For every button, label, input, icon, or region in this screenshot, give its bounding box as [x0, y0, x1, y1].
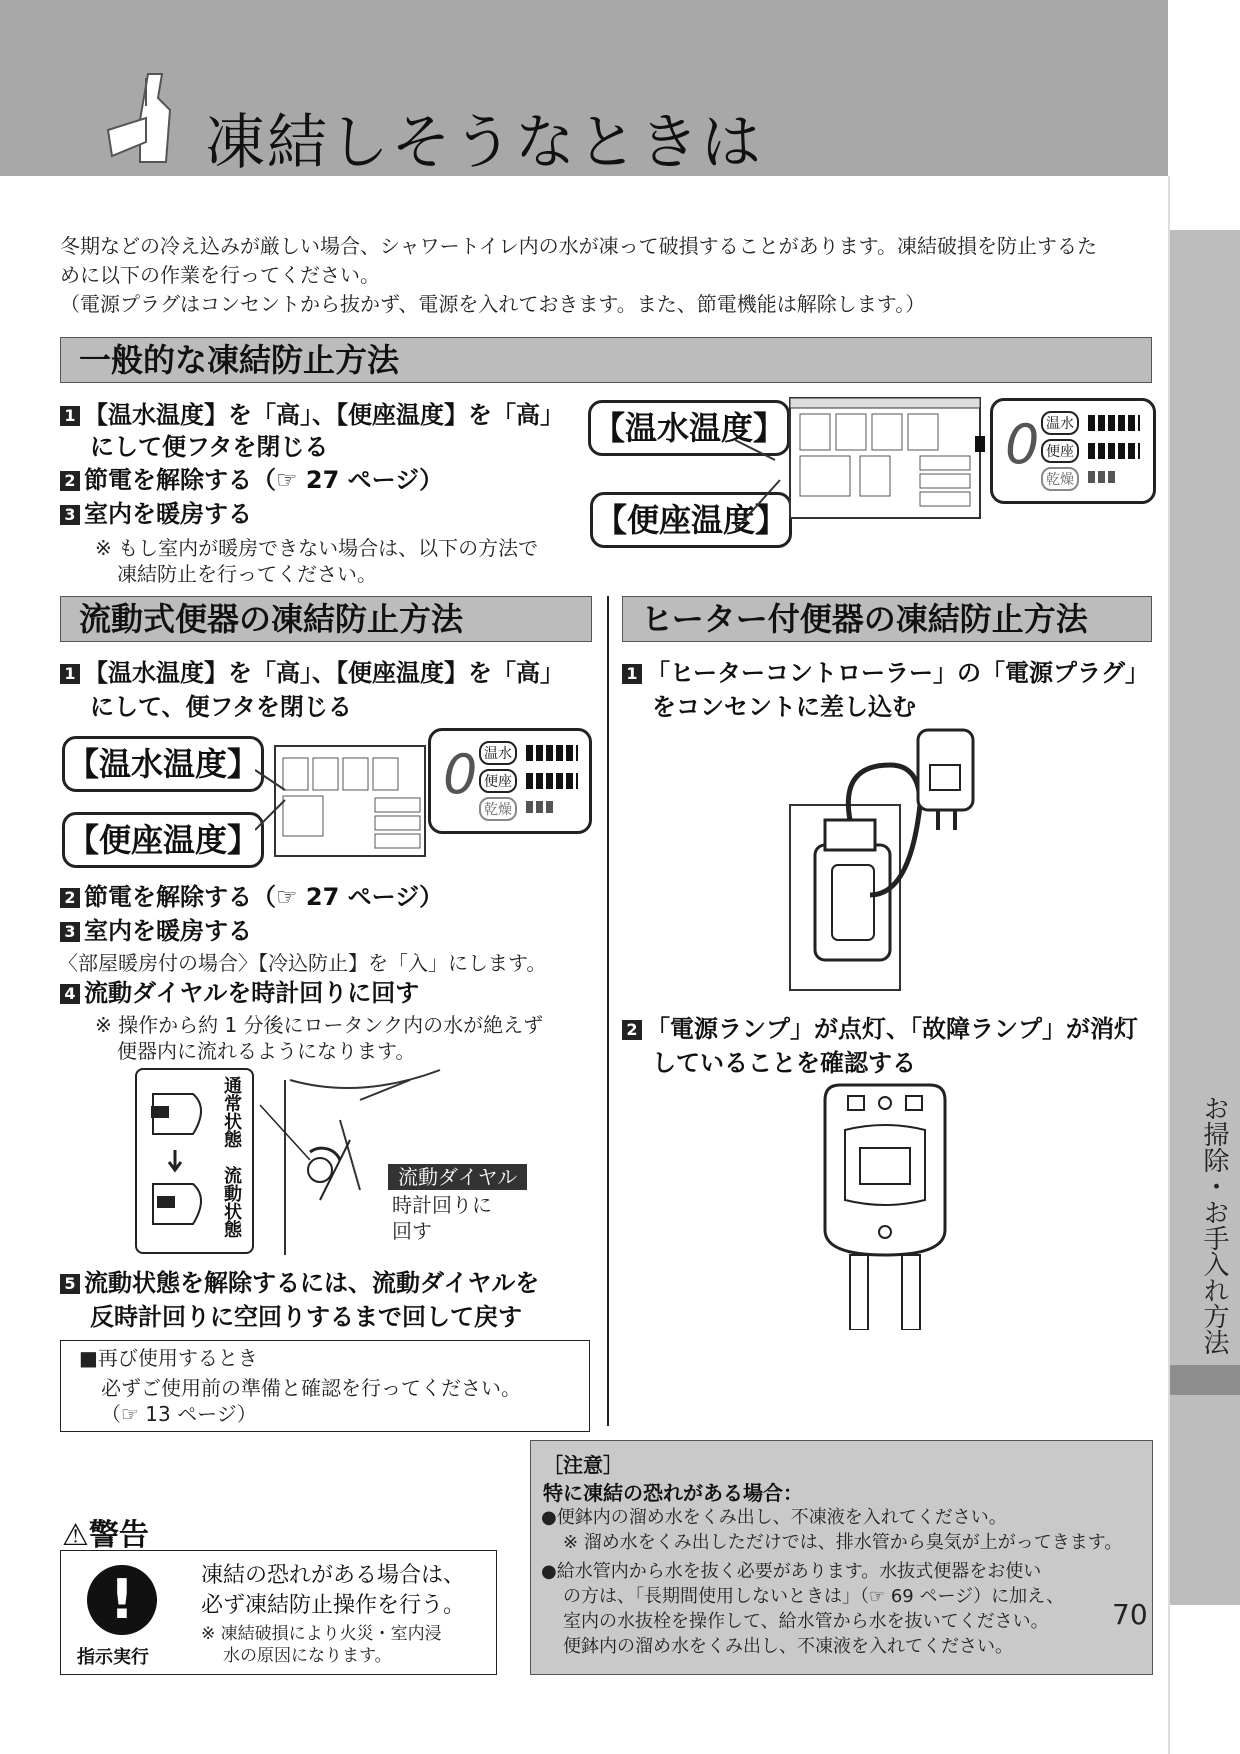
power-plug-illustration	[780, 725, 980, 995]
step-number: 2	[622, 1020, 642, 1040]
flow-step-4-note	[95, 1012, 543, 1064]
reuse-title: ■再び使用するとき	[79, 1346, 258, 1370]
flow-step-4	[60, 976, 419, 1010]
reuse-line: （☞ 13 ページ）	[101, 1402, 257, 1426]
flow-step-5	[60, 1266, 539, 1300]
flow-step-2	[60, 880, 443, 914]
remote-panel-illustration	[255, 740, 435, 870]
warning-note-line: 水の原因になります。	[223, 1646, 392, 1666]
label-water-temp: 【温水温度】	[588, 400, 790, 456]
warning-title-text: 警告	[88, 1518, 149, 1553]
level-bar-seat	[1088, 443, 1140, 459]
sidebar-tab-active	[1170, 1365, 1240, 1395]
warning-note	[201, 1623, 442, 1667]
heater-step-2-cont: していることを確認する	[652, 1049, 916, 1077]
heater-step-1-cont: をコンセントに差し込む	[652, 693, 916, 721]
heater-step-2	[622, 1012, 1138, 1046]
state-flow-label: 流動状態	[221, 1166, 242, 1238]
step-text: 「電源ランプ」が点灯、「故障ランプ」が消灯	[646, 1015, 1138, 1043]
display-digit: 0	[1005, 413, 1040, 476]
note-line: 便器内に流れるようになります。	[117, 1039, 416, 1063]
flow-step-1	[60, 656, 564, 690]
reuse-line: 必ずご使用前の準備と確認を行ってください。	[101, 1376, 521, 1400]
caution-box	[530, 1440, 1153, 1675]
intro-line: （電源プラグはコンセントから抜かず、電源を入れておきます。また、節電機能は解除します。）	[60, 292, 926, 316]
caution-bullet-line: 室内の水抜栓を操作して、給水管から水を抜いてください。	[563, 1611, 1049, 1632]
caution-bullets	[541, 1505, 1122, 1659]
label-water-temp: 【温水温度】	[62, 736, 264, 792]
caution-note: ※ 溜め水をくみ出しただけでは、排水管から臭気が上がってきます。	[563, 1532, 1123, 1553]
display-water-indicator: 温水	[1041, 411, 1079, 435]
intro-line: めに以下の作業を行ってください。	[60, 263, 380, 287]
caution-bullet-line: 便鉢内の溜め水をくみ出し、不凍液を入れてください。	[563, 1636, 1013, 1657]
flow-step-1-cont: にして、便フタを閉じる	[90, 693, 352, 721]
label-seat-temp: 【便座温度】	[590, 492, 792, 548]
display-dry-indicator: 乾燥	[1041, 467, 1079, 491]
reuse-box	[60, 1340, 590, 1432]
dial-description	[392, 1192, 492, 1244]
caution-bullet-line: の方は、「長期間使用しないときは」（☞ 69 ページ）に加え、	[563, 1586, 1065, 1607]
step-number: 1	[60, 664, 80, 684]
mandatory-action-label: 指示実行	[77, 1647, 149, 1668]
warning-note-line: ※ 凍結破損により火災・室内浸	[201, 1624, 442, 1644]
note-line: 回す	[392, 1219, 432, 1243]
level-bar-water	[526, 745, 578, 761]
warning-line: 必ず凍結防止操作を行う。	[201, 1593, 466, 1618]
level-bar-water	[1088, 415, 1140, 431]
caution-bullet: ●便鉢内の溜め水をくみ出し、不凍液を入れてください。	[541, 1507, 1007, 1528]
section-heater-title: ヒーター付便器の凍結防止方法	[622, 596, 1152, 642]
step-text: 「ヒーターコントローラー」の「電源プラグ」	[646, 659, 1150, 687]
sidebar-tab-lower	[1170, 1395, 1240, 1605]
intro-line: 冬期などの冷え込みが厳しい場合、シャワートイレ内の水が凍って破損することがあります。凍結破損を防止するた	[60, 234, 1097, 258]
remote-panel-illustration	[780, 390, 990, 530]
level-bar-dry	[526, 801, 554, 813]
level-bar-dry	[1088, 471, 1116, 483]
warning-title	[62, 1510, 149, 1554]
note-line: 凍結防止を行ってください。	[117, 562, 377, 586]
dial-label: 流動ダイヤル	[388, 1164, 527, 1190]
warning-line: 凍結の恐れがある場合は、	[201, 1563, 466, 1588]
note-line: ※ もし室内が暖房できない場合は、以下の方法で	[95, 536, 539, 560]
note-line: 時計回りに	[392, 1193, 492, 1217]
step-number: 3	[60, 922, 80, 942]
section-general-title: 一般的な凍結防止方法	[60, 337, 1152, 383]
general-step-2	[60, 463, 443, 497]
step-number: 1	[622, 664, 642, 684]
step-text: 【温水温度】を「高」、【便座温度】を「高」	[84, 401, 564, 429]
warning-triangle-icon: ⚠	[62, 1518, 89, 1553]
step-number: 2	[60, 888, 80, 908]
caution-bullet: ●給水管内から水を抜く必要があります。水抜式便器をお使い	[541, 1561, 1042, 1582]
flow-step-3-note: 〈部屋暖房付の場合〉【冷込防止】を「入」にします。	[58, 951, 547, 975]
column-divider	[607, 596, 609, 1426]
step-text: 【温水温度】を「高」、【便座温度】を「高」	[84, 659, 564, 687]
step-number: 1	[60, 406, 80, 426]
step-text: 節電を解除する（☞ 27 ページ）	[84, 466, 444, 494]
step-number: 4	[60, 984, 80, 1004]
intro-text	[60, 232, 1150, 319]
display-callout	[990, 398, 1156, 504]
general-note	[95, 535, 538, 587]
general-step-1-cont: にして便フタを閉じる	[90, 433, 329, 461]
dial-state-icons	[143, 1080, 215, 1240]
sidebar-section-label: お掃除・お手入れ方法	[1199, 1095, 1229, 1355]
warning-box	[60, 1550, 497, 1675]
step-text: 流動ダイヤルを時計回りに回す	[84, 979, 420, 1007]
label-seat-temp: 【便座温度】	[62, 812, 264, 868]
step-text: 室内を暖房する	[84, 917, 252, 945]
page-title: 凍結しそうなときは	[205, 108, 763, 178]
step-number: 3	[60, 505, 80, 525]
mandatory-action-icon: !	[87, 1565, 157, 1635]
display-seat-indicator: 便座	[479, 769, 517, 793]
heater-controller-illustration	[810, 1080, 960, 1330]
caution-subtitle: 特に凍結の恐れがある場合：	[543, 1481, 803, 1505]
note-line: ※ 操作から約 1 分後にロータンク内の水が絶えず	[95, 1013, 544, 1037]
display-seat-indicator: 便座	[1041, 439, 1079, 463]
step-text: 流動状態を解除するには、流動ダイヤルを	[84, 1269, 540, 1297]
general-step-3	[60, 497, 252, 531]
flow-step-3	[60, 914, 252, 948]
dial-state-box	[135, 1068, 254, 1254]
step-number: 5	[60, 1274, 80, 1294]
pointer-lines	[735, 420, 795, 540]
power-lamp	[848, 1096, 864, 1110]
display-digit: 0	[443, 743, 478, 806]
toilet-icon	[100, 70, 180, 170]
state-normal-label: 通常状態	[221, 1076, 242, 1148]
warning-main-text	[201, 1561, 465, 1621]
display-water-indicator: 温水	[479, 741, 517, 765]
flow-step-5-cont: 反時計回りに空回りするまで回して戻す	[90, 1303, 522, 1331]
step-text: 室内を暖房する	[84, 500, 252, 528]
heater-step-1	[622, 656, 1149, 690]
display-dry-indicator: 乾燥	[479, 797, 517, 821]
page-number: 70	[1112, 1598, 1148, 1631]
step-text: 節電を解除する（☞ 27 ページ）	[84, 883, 444, 911]
section-flow-title: 流動式便器の凍結防止方法	[60, 596, 592, 642]
caution-title: ［注意］	[543, 1453, 623, 1477]
general-step-1	[60, 398, 564, 432]
level-bar-seat	[526, 773, 578, 789]
display-callout	[428, 728, 592, 834]
step-number: 2	[60, 471, 80, 491]
